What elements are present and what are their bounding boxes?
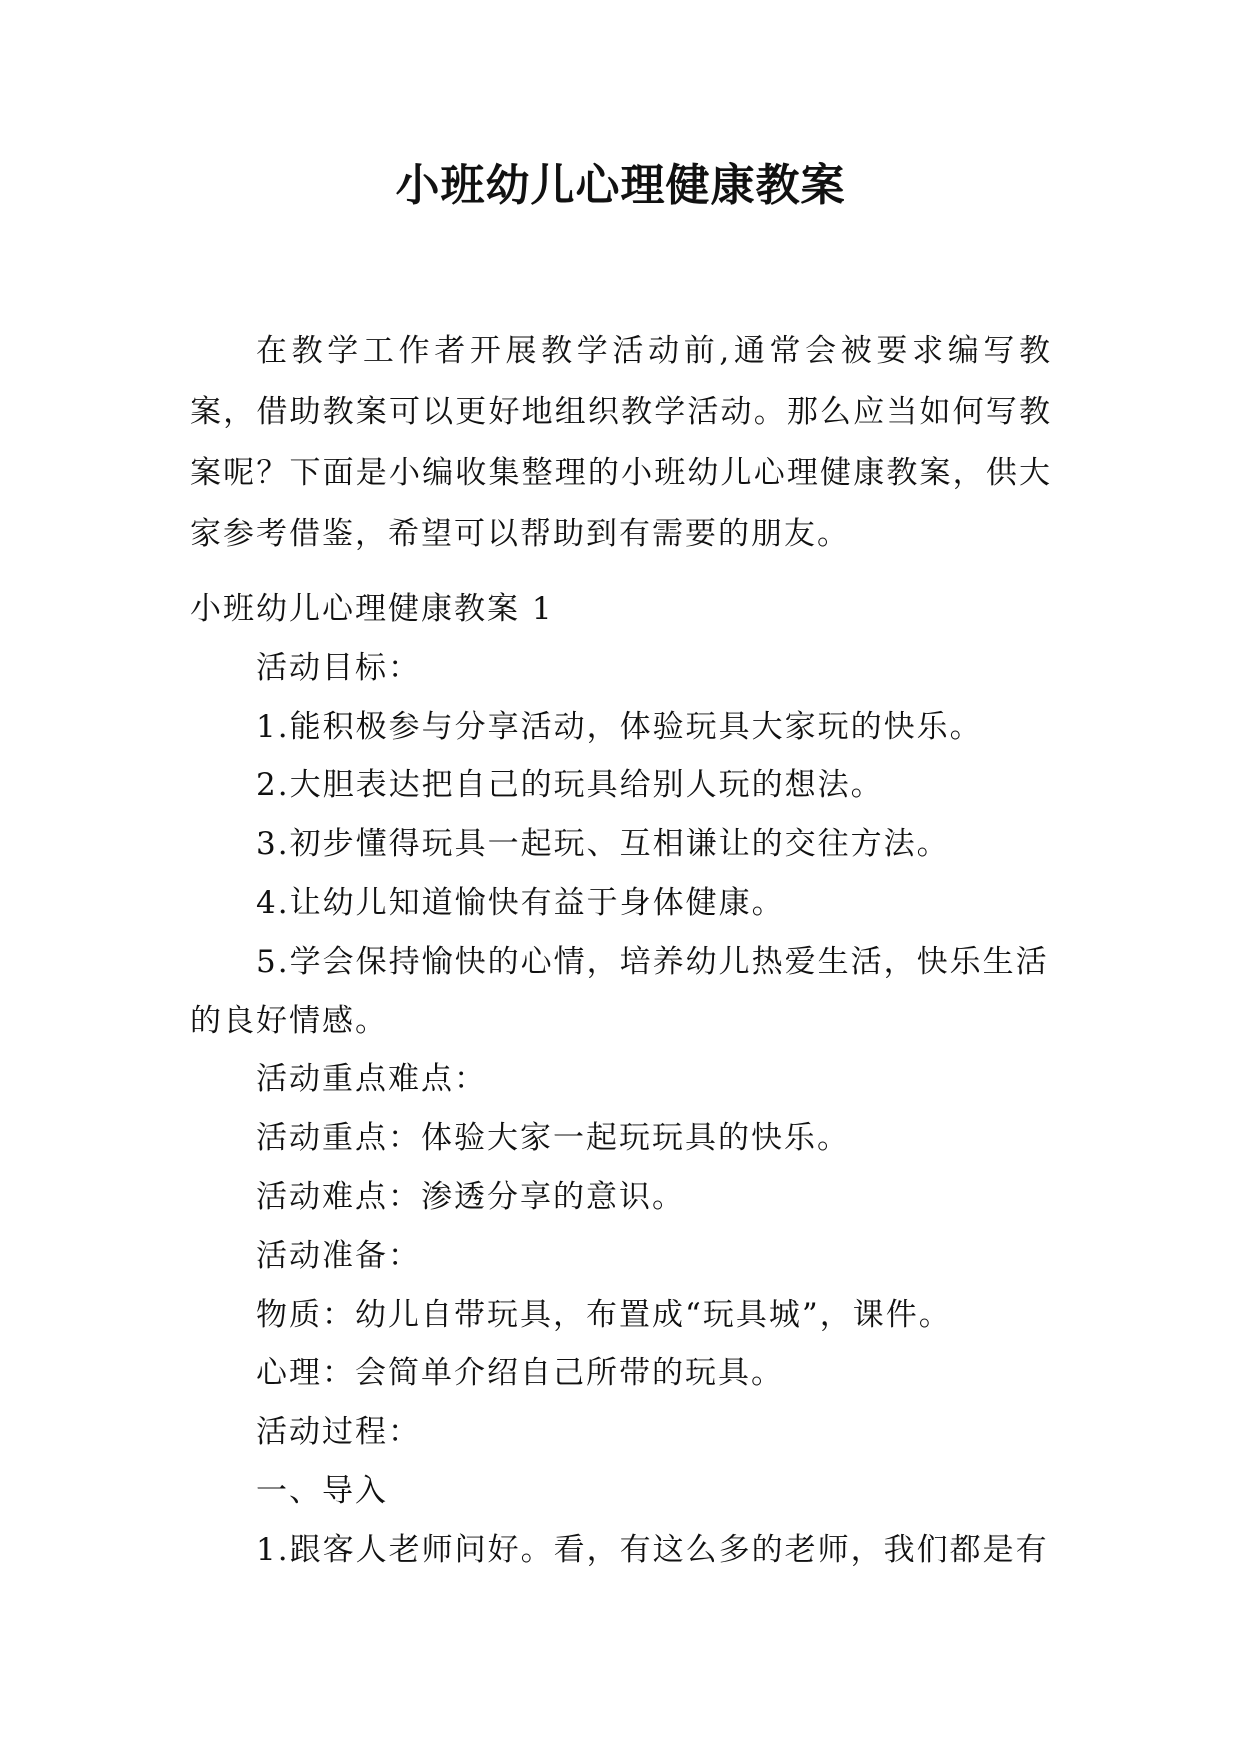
- process-step-intro: 一、导入: [256, 1472, 388, 1509]
- heading-activity-process: 活动过程：: [256, 1414, 421, 1451]
- goal-item-5-continued: 的良好情感。: [190, 1002, 388, 1039]
- heading-activity-preparation: 活动准备：: [256, 1237, 421, 1274]
- lesson-plan-body: [190, 580, 1070, 1580]
- heading-key-difficult-points: 活动重点难点：: [256, 1061, 487, 1098]
- document-title: 小班幼儿心理健康教案: [395, 160, 846, 211]
- key-point: 活动重点：体验大家一起玩玩具的快乐。: [256, 1120, 850, 1157]
- goal-item-4: 4.让幼儿知道愉快有益于身体健康。: [256, 884, 785, 921]
- psychological-preparation: 心理：会简单介绍自己所带的玩具。: [256, 1355, 784, 1392]
- intro-paragraph: 在教学工作者开展教学活动前,通常会被要求编写教案，借助教案可以更好地组织教学活动。那么应当如何写教案呢？下面是小编收集整理的小班幼儿心理健康教案，供大家参考借鉴，希望可以帮助到有需要的朋友。: [190, 333, 1052, 552]
- goal-item-3: 3.初步懂得玩具一起玩、互相谦让的交往方法。: [256, 826, 950, 863]
- section-heading: 小班幼儿心理健康教案 1: [190, 591, 554, 627]
- process-item-1: 1.跟客人老师问好。看，有这么多的老师，我们都是有: [256, 1531, 1049, 1568]
- heading-activity-goals: 活动目标：: [256, 649, 421, 686]
- goal-item-5: 5.学会保持愉快的心情，培养幼儿热爱生活，快乐生活: [256, 943, 1049, 980]
- material-preparation: 物质：幼儿自带玩具，布置成“玩具城”，课件。: [256, 1296, 952, 1333]
- goal-item-1: 1.能积极参与分享活动，体验玩具大家玩的快乐。: [256, 708, 983, 745]
- difficult-point: 活动难点：渗透分享的意识。: [256, 1178, 685, 1215]
- goal-item-2: 2.大胆表达把自己的玩具给别人玩的想法。: [256, 767, 884, 804]
